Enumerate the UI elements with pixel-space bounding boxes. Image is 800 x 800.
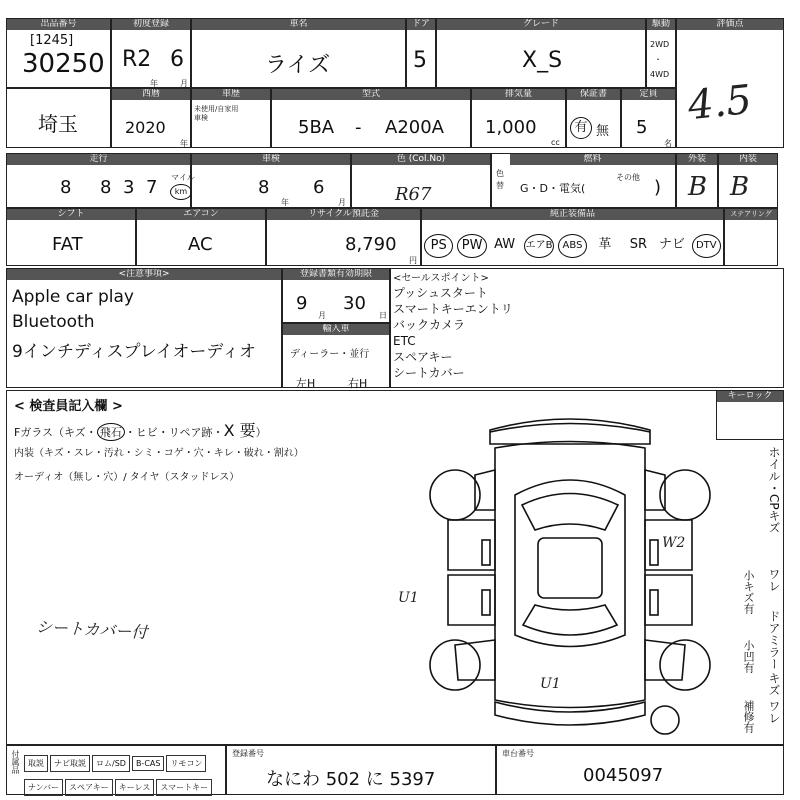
- car-diagram: [420, 410, 720, 740]
- sales-point-item: プッシュスタート: [393, 286, 488, 300]
- grade-value: X_S: [522, 48, 563, 73]
- interior-header: 内装: [719, 154, 777, 165]
- mileage-digit-1: 8: [60, 177, 72, 198]
- first-reg-month: 6: [170, 47, 184, 72]
- mileage-digit-3: 3: [123, 177, 135, 198]
- doc-expiry-day: 30: [343, 293, 366, 314]
- equipment-item: PS: [424, 234, 453, 258]
- doors-header: ドア: [407, 19, 435, 30]
- displacement-value: 1,000: [485, 117, 537, 138]
- equipment-list: [422, 228, 723, 264]
- equipment-item: 革: [598, 237, 612, 252]
- equipment-item: AW: [494, 237, 516, 252]
- inspection-value: 未使用/自家用: [194, 105, 239, 113]
- equipment-item: DTV: [692, 234, 721, 258]
- plate-number: なにわ 502 に 5397: [266, 769, 436, 790]
- mileage-digit-4: 7: [146, 177, 158, 198]
- accessory-item: ナンバー: [24, 779, 63, 796]
- color-change: 色替: [496, 169, 504, 190]
- model-sep: -: [355, 117, 362, 138]
- accessory-item: B-CAS: [132, 756, 165, 771]
- warranty-yes: 有: [570, 117, 592, 139]
- model-year-value: 2020: [125, 118, 166, 137]
- model-prefix: 5BA: [298, 117, 335, 138]
- accessory-item: スマートキー: [156, 779, 212, 796]
- inspector-handwritten: シートカバー付: [35, 617, 148, 642]
- chassis-header: 車台番号: [502, 749, 534, 758]
- first-reg-month-unit: 月: [180, 79, 188, 88]
- fuel-header: 燃料: [510, 154, 675, 165]
- inspector-line-2: 内装（キズ・スレ・汚れ・シミ・コゲ・穴・キレ・破れ・割れ）: [14, 448, 304, 459]
- inspector-line-1a: Fガラス（キズ・: [14, 426, 97, 439]
- inspector-required: X 要: [223, 421, 256, 440]
- plate-header: 登録番号: [232, 749, 264, 758]
- color-header: 色 (Col.No): [352, 154, 490, 165]
- accessory-item: スペアキー: [65, 779, 113, 796]
- side-wheel-text-b: ワレ: [767, 568, 781, 592]
- side-repaired: 補修有: [742, 700, 755, 733]
- first-reg-year-unit: 年: [150, 79, 158, 88]
- drive-2wd: 2WD: [650, 40, 670, 49]
- model-code: A200A: [385, 117, 444, 138]
- recycle-value: 8,790: [345, 234, 397, 255]
- accessories-row-1: [24, 751, 208, 772]
- import-right-hand: 右H: [348, 377, 368, 390]
- score-header: 評価点: [677, 19, 783, 30]
- equipment-item: SR: [629, 237, 648, 252]
- drive-4wd: 4WD: [650, 70, 670, 79]
- mileage-digit-2: 8: [100, 177, 112, 198]
- inspection-header: 車歴: [192, 89, 270, 100]
- mileage-unit-km: km: [170, 184, 192, 200]
- equipment-item: エアB: [524, 234, 553, 258]
- vehicle-inspection-month-unit: 月: [338, 198, 346, 207]
- import-type: ディーラー・並行: [290, 349, 370, 360]
- equipment-header: 純正装備品: [422, 209, 723, 220]
- recycle-unit: 円: [409, 256, 417, 265]
- lot-index: [1245]: [30, 33, 74, 48]
- accessory-item: ロム/SD: [92, 755, 130, 772]
- fuel-options: G・D・電気(: [520, 182, 586, 195]
- accessory-item: ナビ取説: [50, 755, 90, 772]
- side-small-scratch: 小キズ有: [742, 570, 755, 614]
- equipment-item: ナビ: [658, 237, 685, 252]
- color-value: R67: [395, 184, 432, 205]
- inspector-header: < 検査員記入欄 >: [14, 399, 123, 414]
- equipment-item: ABS: [558, 234, 587, 258]
- capacity-value: 5: [636, 117, 648, 138]
- aircon-header: エアコン: [137, 209, 265, 220]
- lot-header: 出品番号: [7, 19, 110, 30]
- doc-expiry-month: 9: [296, 293, 308, 314]
- doc-expiry-header: 登録書類有効期限: [283, 269, 389, 280]
- inspector-line-3: オーディオ（無し・穴）/ タイヤ（スタッドレス）: [14, 472, 240, 483]
- warranty-header: 保証書: [567, 89, 620, 100]
- accessory-item: 取説: [24, 755, 48, 772]
- model-year-header: 西暦: [112, 89, 190, 100]
- damage-w2: W2: [662, 535, 686, 551]
- accessories-side-label: 付属品: [11, 750, 20, 774]
- steering-header: ステアリング: [725, 209, 777, 220]
- lot-number: 30250: [22, 49, 105, 79]
- drive-header: 駆動: [647, 19, 675, 30]
- vehicle-inspection-month: 6: [313, 177, 325, 198]
- first-reg-era: R2: [122, 47, 152, 72]
- import-left-hand: 左H: [296, 377, 316, 390]
- displacement-header: 排気量: [472, 89, 565, 100]
- fuel-close: ): [654, 177, 662, 198]
- equipment-item: PW: [457, 234, 486, 258]
- damage-u1-left: U1: [398, 590, 419, 606]
- sales-point-item: バックカメラ: [393, 318, 466, 332]
- sales-points-list: [393, 285, 513, 381]
- sales-points-header: <セールスポイント>: [393, 273, 489, 284]
- inspection-line2: 車検: [194, 114, 208, 122]
- fuel-other: その他: [616, 173, 640, 182]
- aircon-value: AC: [188, 234, 213, 255]
- key-lock-header: キーロック: [717, 391, 783, 402]
- accessories-row-2: [24, 775, 214, 796]
- side-door-mirror-b: キズ ワレ: [767, 672, 781, 724]
- warranty-no: 無: [596, 124, 610, 139]
- car-name-value: ライズ: [265, 53, 331, 78]
- recycle-header: リサイクル預託金: [267, 209, 420, 220]
- shift-header: シフト: [7, 209, 135, 220]
- vehicle-inspection-year: 8: [258, 177, 270, 198]
- sales-point-item: ETC: [393, 334, 416, 348]
- model-year-unit: 年: [180, 139, 188, 148]
- import-header: 輸入車: [283, 324, 389, 335]
- accessory-item: リモコン: [166, 755, 206, 772]
- displacement-unit: cc: [551, 138, 560, 147]
- mileage-unit-mile: マイル: [171, 173, 195, 182]
- inspector-stone-chip: 飛石: [97, 423, 125, 441]
- inspector-line-1c: ・ヒビ・リペア跡・: [124, 426, 224, 439]
- side-door-mirror: ドアミラー: [767, 610, 781, 670]
- notes-line-3: 9インチディスプレイオーディオ: [12, 342, 257, 362]
- vehicle-inspection-header: 車検: [192, 154, 350, 165]
- sales-point-item: スマートキーエントリ: [393, 302, 513, 316]
- capacity-unit: 名: [664, 139, 672, 148]
- capacity-header: 定員: [622, 89, 675, 100]
- sales-point-item: シートカバー: [393, 366, 465, 380]
- drive-sep: ・: [654, 55, 662, 64]
- exterior-value: B: [688, 172, 708, 202]
- shift-value: FAT: [52, 234, 83, 255]
- side-small-dent: 小凹有: [742, 640, 755, 673]
- damage-u1-bottom: U1: [540, 676, 561, 692]
- chassis-number: 0045097: [583, 765, 664, 786]
- interior-value: B: [730, 172, 750, 202]
- score-value: 4.5: [685, 76, 754, 130]
- sales-point-item: スペアキー: [393, 350, 453, 364]
- doc-expiry-day-unit: 日: [379, 311, 387, 320]
- doc-expiry-month-unit: 月: [318, 311, 326, 320]
- first-reg-header: 初度登録: [112, 19, 190, 30]
- grade-header: グレード: [437, 19, 645, 30]
- region-value: 埼玉: [38, 112, 78, 136]
- car-name-header: 車名: [192, 19, 405, 30]
- accessory-item: キーレス: [115, 779, 155, 796]
- notes-header: <注意事項>: [7, 269, 281, 280]
- mileage-header: 走行: [7, 154, 190, 165]
- notes-line-1: Apple car play: [12, 287, 134, 307]
- model-header: 型式: [272, 89, 470, 100]
- vehicle-inspection-year-unit: 年: [281, 198, 289, 207]
- inspector-line-1: [14, 418, 267, 441]
- inspector-line-1e: ）: [255, 426, 267, 439]
- doors-value: 5: [413, 48, 427, 73]
- notes-line-2: Bluetooth: [12, 312, 95, 332]
- exterior-header: 外装: [677, 154, 717, 165]
- side-wheel-text: ホイル・CPキズ: [767, 446, 781, 534]
